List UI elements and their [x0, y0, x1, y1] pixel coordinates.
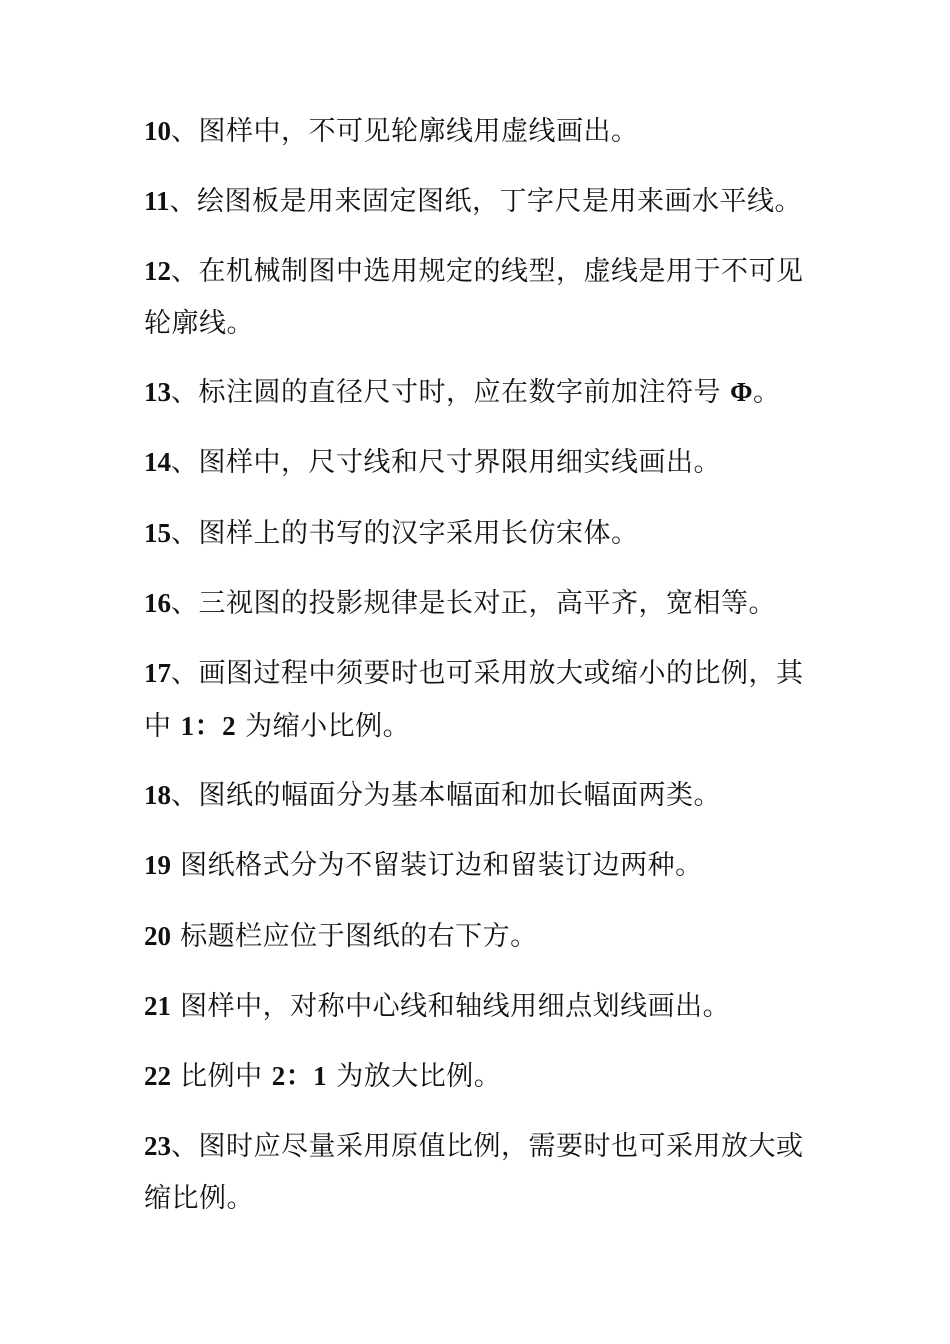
list-item	[144, 910, 824, 963]
item-separator: 、	[171, 780, 199, 811]
list-item	[144, 980, 824, 1033]
item-text: 标注圆的直径尺寸时，应在数字前加注符号	[198, 377, 731, 408]
item-separator: 、	[171, 447, 199, 478]
item-number: 18	[144, 780, 171, 810]
list-item	[144, 577, 824, 630]
item-number: 15	[144, 518, 171, 548]
item-text: 在机械制图中选用规定的线型，虚线是用于不可见轮廓线。	[144, 256, 804, 339]
item-text: 图时应尽量采用原值比例，需要时也可采用放大或缩比例。	[144, 1131, 804, 1214]
list-item	[144, 507, 824, 560]
item-text-tail: 为缩小比例。	[236, 711, 411, 742]
list-item	[144, 839, 824, 892]
list-item	[144, 1120, 824, 1225]
item-separator	[171, 850, 180, 881]
list-item	[144, 366, 824, 419]
item-separator	[171, 991, 180, 1022]
ratio-value: 1：2	[180, 711, 237, 741]
item-number: 14	[144, 447, 171, 477]
item-separator	[171, 1061, 180, 1092]
item-number: 23	[144, 1131, 171, 1161]
item-separator: 、	[171, 658, 199, 689]
item-text: 画图过程中须要时也可采用放大或缩小的比例，其中	[144, 658, 804, 742]
item-number: 19	[144, 850, 171, 880]
item-separator: 、	[169, 186, 198, 217]
item-number: 12	[144, 256, 171, 286]
item-separator: 、	[171, 518, 199, 549]
item-separator	[171, 921, 180, 952]
list-item	[144, 436, 824, 489]
item-separator: 、	[171, 588, 199, 619]
item-text-tail: 为放大比例。	[327, 1061, 502, 1092]
list-item	[144, 175, 824, 228]
list-item	[144, 105, 824, 158]
item-number: 10	[144, 116, 171, 146]
item-number: 22	[144, 1061, 171, 1091]
item-number: 11	[144, 186, 170, 216]
list-item	[144, 647, 824, 753]
item-number: 20	[144, 921, 171, 951]
item-text: 图样中，对称中心线和轴线用细点划线画出。	[180, 991, 731, 1022]
item-text: 图纸格式分为不留装订边和留装订边两种。	[180, 850, 703, 881]
list-item	[144, 1050, 824, 1103]
item-text: 标题栏应位于图纸的右下方。	[180, 921, 538, 952]
diameter-symbol: Φ	[730, 377, 753, 407]
item-text: 图样中，尺寸线和尺寸界限用细实线画出。	[198, 447, 721, 478]
item-text: 图样中，不可见轮廓线用虚线画出。	[198, 116, 639, 147]
item-number: 17	[144, 658, 171, 688]
item-text-tail: 。	[752, 377, 781, 408]
item-number: 13	[144, 377, 171, 407]
list-item	[144, 769, 824, 822]
item-number: 21	[144, 991, 171, 1021]
ratio-value: 2：1	[271, 1061, 328, 1091]
item-text: 图纸的幅面分为基本幅面和加长幅面两类。	[198, 780, 721, 811]
item-text: 绘图板是用来固定图纸，丁字尺是用来画水平线。	[197, 186, 803, 217]
item-separator: 、	[171, 1131, 199, 1162]
item-separator: 、	[171, 377, 199, 408]
item-text: 比例中	[180, 1061, 272, 1092]
item-text: 三视图的投影规律是长对正，高平齐，宽相等。	[198, 588, 776, 619]
item-text: 图样上的书写的汉字采用长仿宋体。	[198, 518, 639, 549]
list-item	[144, 245, 824, 350]
item-separator: 、	[171, 116, 199, 147]
item-number: 16	[144, 588, 171, 618]
item-separator: 、	[171, 256, 199, 287]
